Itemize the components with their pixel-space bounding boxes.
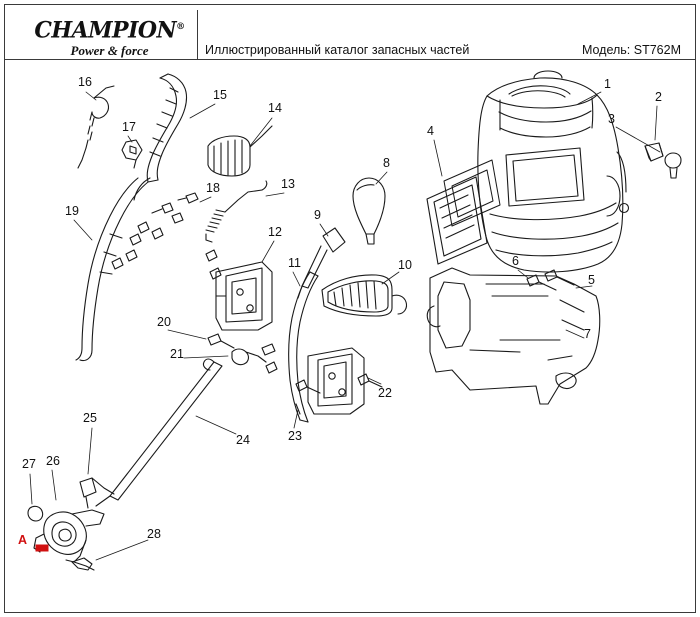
callout-layer <box>5 61 695 612</box>
callout-8[interactable]: 8 <box>383 156 390 170</box>
header-divider <box>197 10 198 60</box>
callout-1[interactable]: 1 <box>604 77 611 91</box>
callout-9[interactable]: 9 <box>314 208 321 222</box>
callout-17[interactable]: 17 <box>122 120 136 134</box>
callout-2[interactable]: 2 <box>655 90 662 104</box>
callout-23[interactable]: 23 <box>288 429 302 443</box>
callout-18[interactable]: 18 <box>206 181 220 195</box>
callout-4[interactable]: 4 <box>427 124 434 138</box>
callout-27[interactable]: 27 <box>22 457 36 471</box>
callout-12[interactable]: 12 <box>268 225 282 239</box>
catalog-title: Иллюстрированный каталог запасных частей <box>205 43 470 57</box>
callout-3[interactable]: 3 <box>608 112 615 126</box>
callout-13[interactable]: 13 <box>281 177 295 191</box>
callout-21[interactable]: 21 <box>170 347 184 361</box>
callout-10[interactable]: 10 <box>398 258 412 272</box>
callout-15[interactable]: 15 <box>213 88 227 102</box>
brand-trademark: ® <box>176 22 185 32</box>
callout-5[interactable]: 5 <box>588 273 595 287</box>
callout-14[interactable]: 14 <box>268 101 282 115</box>
callout-11[interactable]: 11 <box>288 256 301 270</box>
brand-logo <box>27 15 192 59</box>
callout-a-highlight[interactable]: A <box>18 533 28 547</box>
callout-24[interactable]: 24 <box>236 433 250 447</box>
brand-tagline: Power & force <box>70 43 149 59</box>
callout-22[interactable]: 22 <box>378 386 392 400</box>
callout-16[interactable]: 16 <box>78 75 92 89</box>
callout-7[interactable]: 7 <box>584 327 591 341</box>
callout-6[interactable]: 6 <box>512 254 519 268</box>
model-label: Модель: ST762M <box>581 43 681 57</box>
callout-28[interactable]: 28 <box>147 527 161 541</box>
callout-19[interactable]: 19 <box>65 204 79 218</box>
catalog-header <box>5 5 695 60</box>
callout-25[interactable]: 25 <box>83 411 97 425</box>
callout-26[interactable]: 26 <box>46 454 60 468</box>
brand-name <box>27 15 192 42</box>
brand-name-text: CHAMPION <box>34 17 177 44</box>
callout-20[interactable]: 20 <box>157 315 171 329</box>
